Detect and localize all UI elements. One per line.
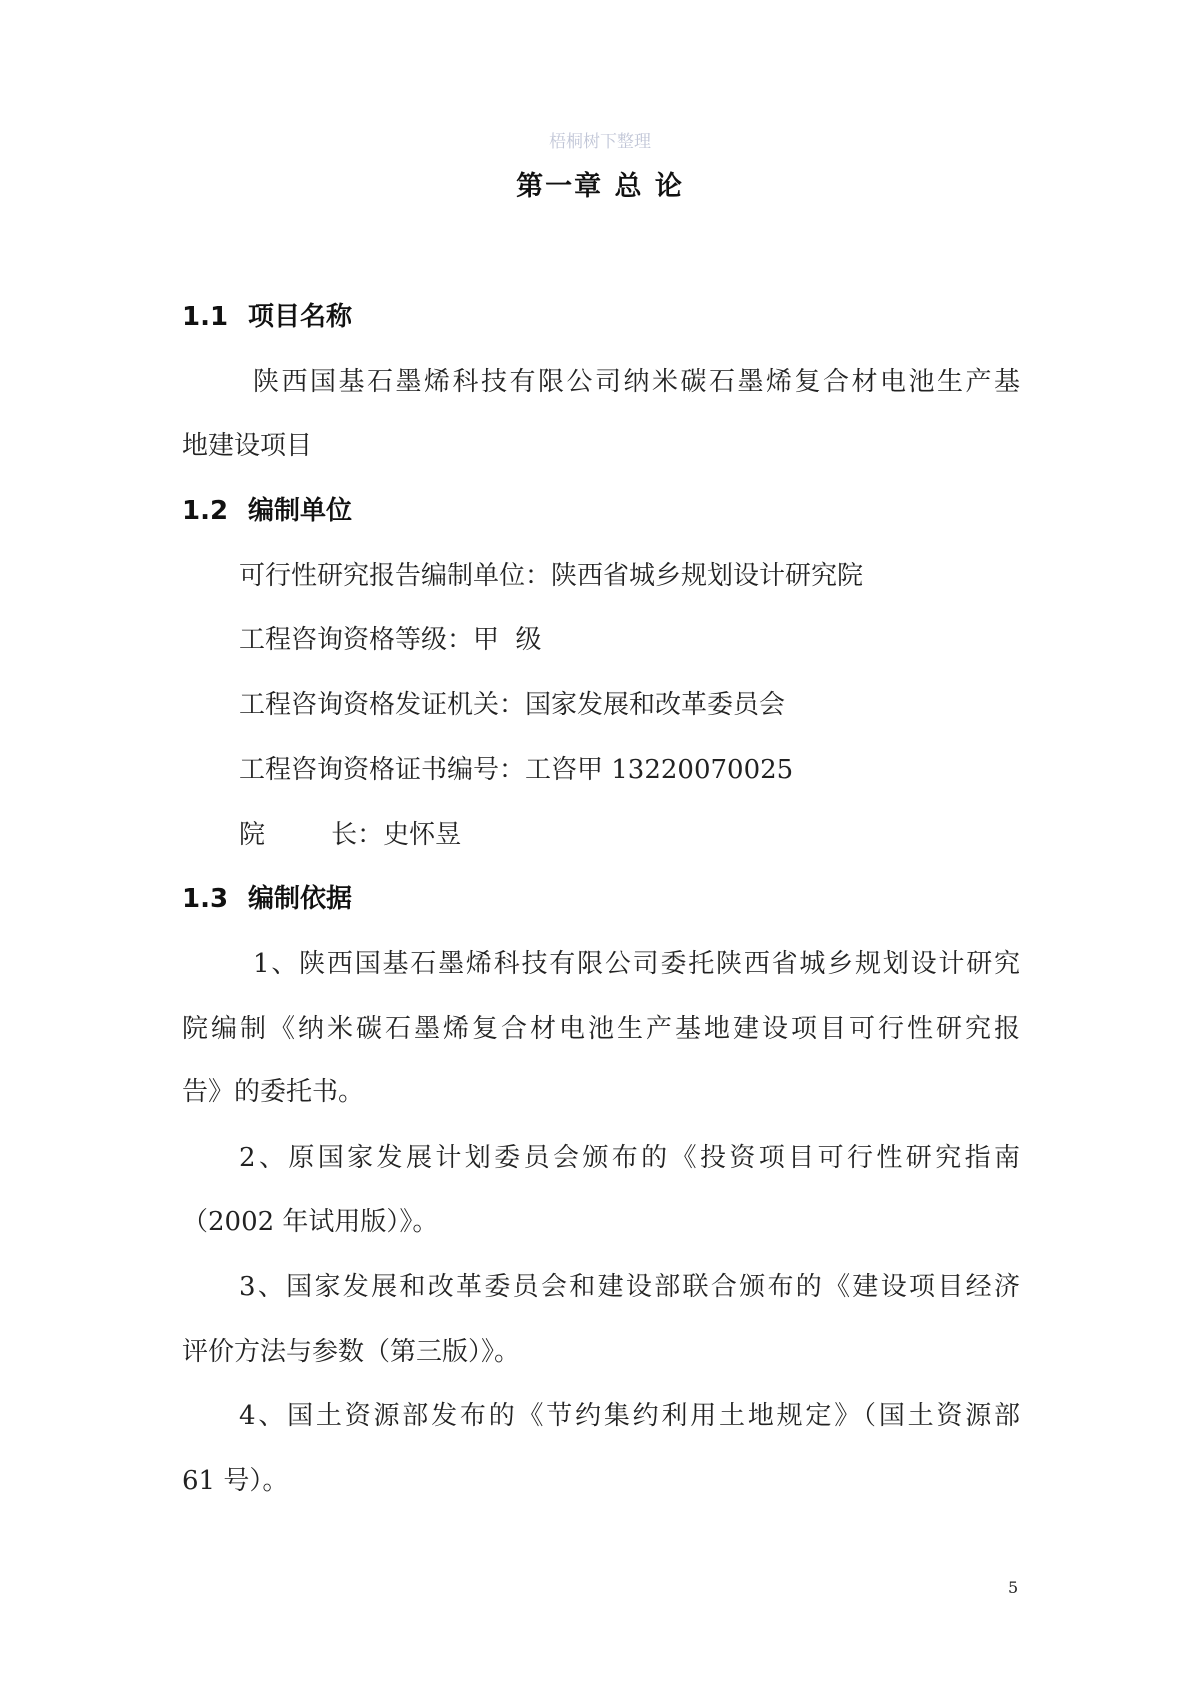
section-heading-1-3 bbox=[182, 882, 352, 916]
paragraph-line: 陕西国基石墨烯科技有限公司纳米碳石墨烯复合材电池生产基 bbox=[253, 367, 1020, 397]
paragraph-line: 3、国家发展和改革委员会和建设部联合颁布的《建设项目经济 bbox=[239, 1272, 1020, 1302]
paragraph-line: 评价方法与参数（第三版）》。 bbox=[182, 1337, 521, 1367]
section-heading-text: 编制单位 bbox=[248, 496, 353, 526]
section-heading-1-1 bbox=[182, 300, 352, 334]
section-heading-1-2 bbox=[182, 494, 352, 528]
paragraph-line: 2、原国家发展计划委员会颁布的《投资项目可行性研究指南 bbox=[239, 1143, 1020, 1173]
paragraph-line: 院编制《纳米碳石墨烯复合材电池生产基地建设项目可行性研究报 bbox=[182, 1014, 1020, 1044]
paragraph-line: 院 长：史怀昱 bbox=[239, 820, 462, 850]
section-heading-text: 编制依据 bbox=[248, 884, 353, 914]
paragraph-line: 工程咨询资格证书编号：工咨甲 13220070025 bbox=[239, 755, 794, 785]
paragraph-line: 4、国土资源部发布的《节约集约利用土地规定》（国土资源部 bbox=[239, 1401, 1020, 1431]
paragraph-line: 可行性研究报告编制单位：陕西省城乡规划设计研究院 bbox=[239, 561, 864, 591]
paragraph-line: 地建设项目 bbox=[182, 431, 313, 461]
chapter-title: 第一章 总 论 bbox=[516, 171, 684, 202]
paragraph-line: 工程咨询资格等级：甲 级 bbox=[239, 625, 542, 655]
section-number: 1.2 bbox=[182, 496, 229, 526]
page-number: 5 bbox=[1008, 1578, 1019, 1597]
paragraph-line: 工程咨询资格发证机关：国家发展和改革委员会 bbox=[239, 690, 786, 720]
section-number: 1.3 bbox=[182, 884, 229, 914]
paragraph-line: （2002 年试用版）》。 bbox=[182, 1207, 439, 1237]
paragraph-line: 告》的委托书。 bbox=[182, 1077, 365, 1107]
paragraph-line: 61 号）。 bbox=[182, 1466, 289, 1496]
section-heading-text: 项目名称 bbox=[248, 302, 353, 332]
watermark: 梧桐树下整理 bbox=[549, 132, 651, 152]
paragraph-line: 1、陕西国基石墨烯科技有限公司委托陕西省城乡规划设计研究 bbox=[253, 949, 1020, 979]
section-number: 1.1 bbox=[182, 302, 229, 332]
